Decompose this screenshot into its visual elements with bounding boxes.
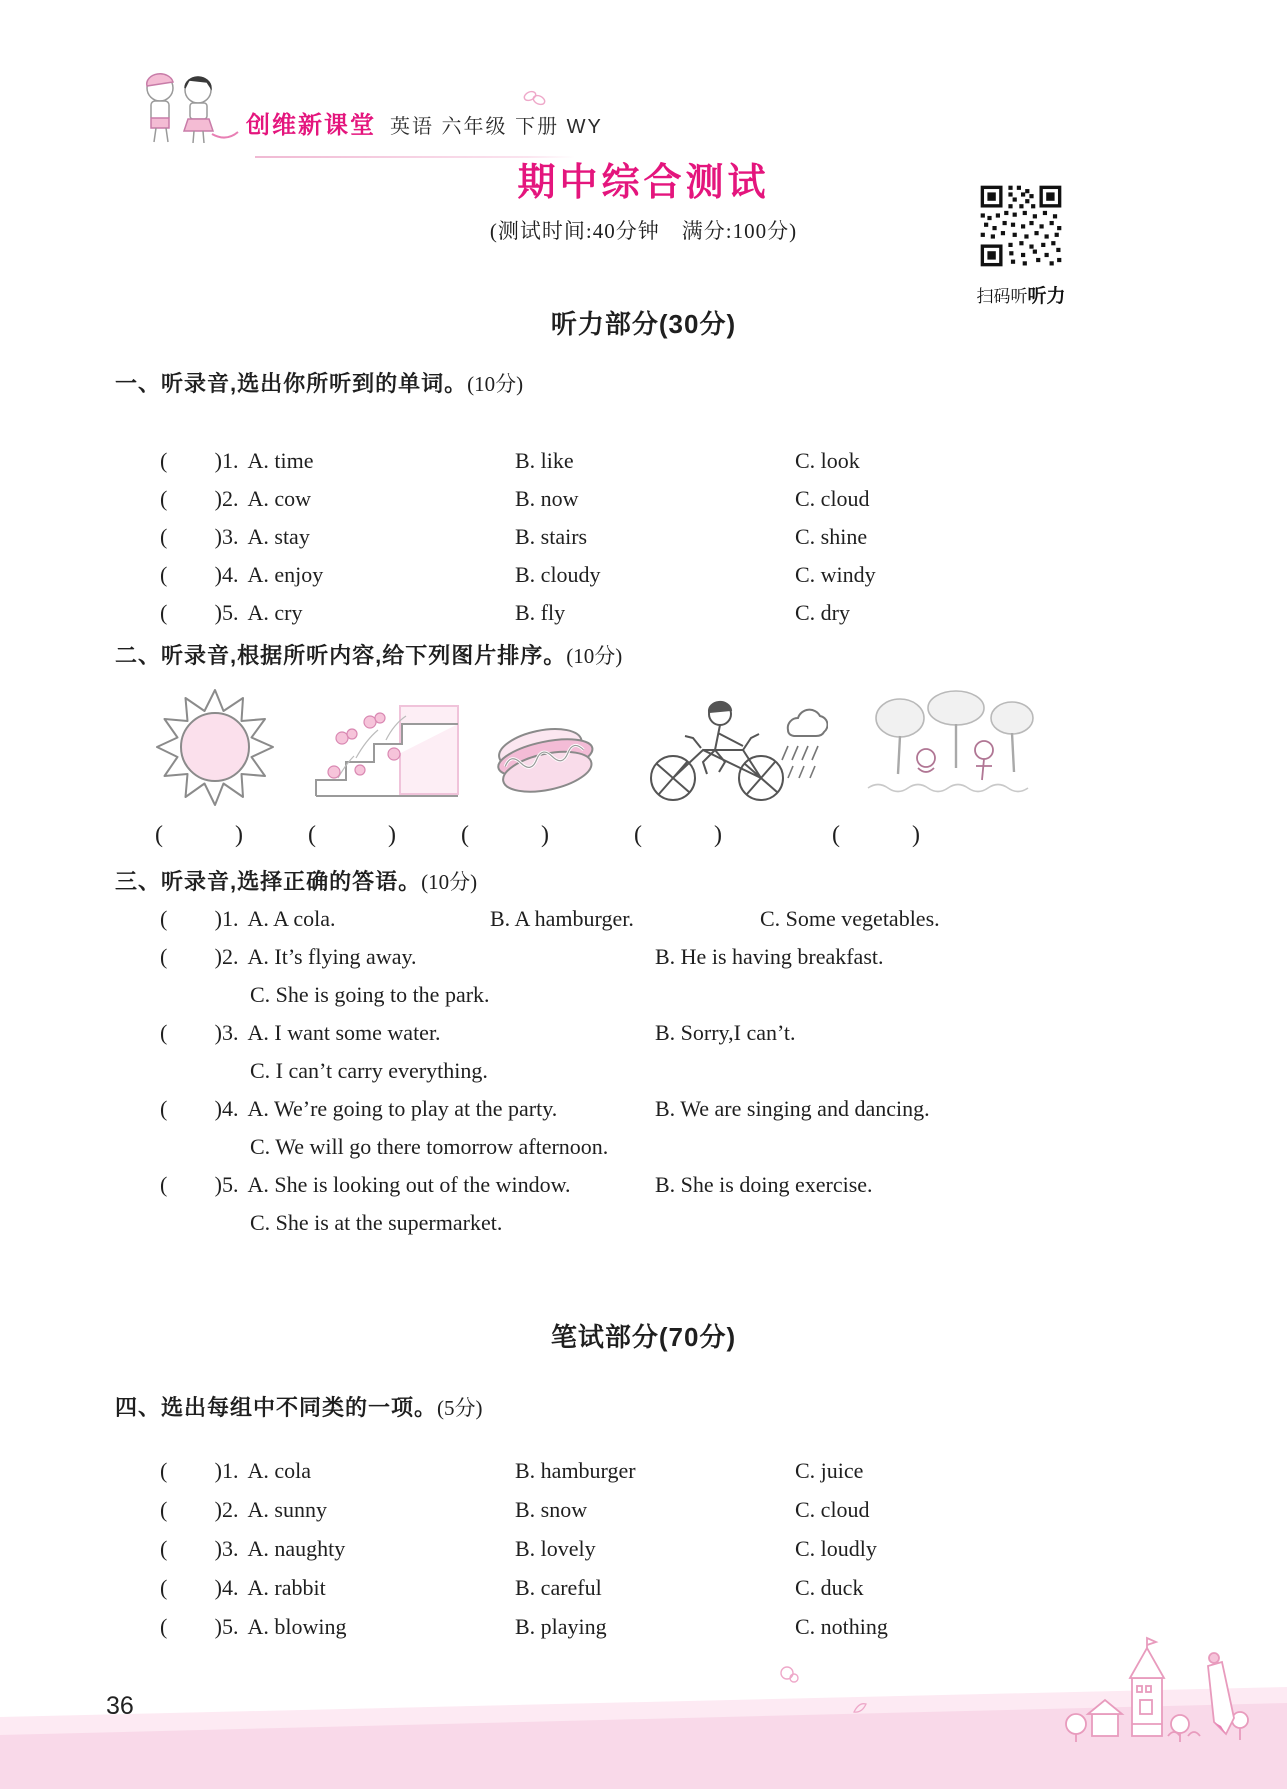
picture-boy-riding-bike-in-rain — [620, 688, 830, 806]
q3-row-4: ( ) 4. A. We’re going to play at the party. B. We are singing and dancing. — [160, 1096, 930, 1121]
q4-row-1: ( ) 1. A. cola B. hamburger C. juice — [160, 1458, 864, 1483]
answer-blank: ( ) — [461, 822, 549, 848]
q3-row-4-cont: C. We will go there tomorrow afternoon. — [250, 1134, 609, 1159]
q1-row-2: ( ) 2. A. cow B. now C. cloud — [160, 486, 870, 511]
question3-title: 三、听录音,选择正确的答语。(10分) — [115, 869, 478, 894]
question2-pictures — [115, 684, 1172, 806]
q4-row-2: ( ) 2. A. sunny B. snow C. cloud — [160, 1497, 870, 1522]
answer-blank: ( ) — [832, 822, 920, 848]
main-content — [115, 0, 1172, 1653]
picture-hotdog — [480, 706, 610, 806]
paper-subtitle: (测试时间:40分钟 满分:100分) — [489, 219, 798, 243]
castle-and-pencil-illustration — [1040, 1636, 1250, 1748]
q3-row-5: ( ) 5. A. She is looking out of the window. B. She is doing exercise. — [160, 1172, 873, 1197]
brand-title: 创维新课堂 — [246, 112, 376, 139]
answer-blank: ( ) — [160, 1497, 222, 1522]
question3-options — [115, 906, 1172, 1248]
flower-doodle-icon — [778, 1664, 802, 1686]
answer-blank: ( ) — [160, 448, 222, 473]
q4-row-5: ( ) 5. A. blowing B. playing C. nothing — [160, 1614, 888, 1639]
answer-blank: ( ) — [160, 1096, 222, 1121]
q3-row-2: ( ) 2. A. It’s flying away. B. He is having breakfast. — [160, 944, 884, 969]
written-part-header: 笔试部分(70分) — [550, 1322, 737, 1352]
answer-blank: ( ) — [160, 524, 222, 549]
question4-title: 四、选出每组中不同类的一项。(5分) — [115, 1395, 483, 1420]
picture-children-swimming-under-trees — [860, 688, 1040, 806]
answer-blank: ( ) — [160, 1575, 222, 1600]
q3-row-3: ( ) 3. A. I want some water. B. Sorry,I can’t. — [160, 1020, 796, 1045]
answer-blank: ( ) — [160, 600, 222, 625]
answer-blank: ( ) — [160, 906, 222, 931]
q3-row-1: ( ) 1. A. A cola. B. A hamburger. C. Some vegetables. — [160, 906, 940, 931]
answer-blank: ( ) — [160, 1172, 222, 1197]
listening-part-header: 听力部分(30分) — [550, 309, 737, 339]
question2-answer-blanks — [115, 822, 1172, 856]
answer-blank: ( ) — [160, 1614, 222, 1639]
q3-row-3-cont: C. I can’t carry everything. — [250, 1058, 488, 1083]
question1-title: 一、听录音,选出你所听到的单词。(10分) — [115, 371, 524, 396]
question1-options — [115, 448, 1172, 638]
answer-blank: ( ) — [160, 562, 222, 587]
paper-title: 期中综合测试 — [517, 162, 770, 204]
answer-blank: ( ) — [160, 1458, 222, 1483]
q4-row-3: ( ) 3. A. naughty B. lovely C. loudly — [160, 1536, 877, 1561]
answer-blank: ( ) — [160, 1536, 222, 1561]
answer-blank: ( ) — [308, 822, 396, 848]
picture-sun — [150, 688, 280, 806]
answer-blank: ( ) — [160, 486, 222, 511]
page-number: 36 — [106, 1692, 134, 1720]
q1-row-4: ( ) 4. A. enjoy B. cloudy C. windy — [160, 562, 876, 587]
question2-title: 二、听录音,根据所听内容,给下列图片排序。(10分) — [115, 643, 623, 668]
q3-row-2-cont: C. She is going to the park. — [250, 982, 490, 1007]
q4-row-4: ( ) 4. A. rabbit B. careful C. duck — [160, 1575, 864, 1600]
book-subject: 英语 六年级 下册 WY — [390, 116, 603, 138]
picture-stairs-with-blossoms — [305, 694, 465, 806]
question4-options — [115, 1458, 1172, 1653]
answer-blank: ( ) — [634, 822, 722, 848]
q1-row-5: ( ) 5. A. cry B. fly C. dry — [160, 600, 850, 625]
answer-blank: ( ) — [160, 944, 222, 969]
q1-row-1: ( ) 1. A. time B. like C. look — [160, 448, 860, 473]
q1-row-3: ( ) 3. A. stay B. stairs C. shine — [160, 524, 868, 549]
q3-row-5-cont: C. She is at the supermarket. — [250, 1210, 503, 1235]
qr-caption: 扫码听听力 — [976, 286, 1066, 307]
leaf-doodle-icon — [852, 1700, 868, 1714]
answer-blank: ( ) — [160, 1020, 222, 1045]
answer-blank: ( ) — [155, 822, 243, 848]
